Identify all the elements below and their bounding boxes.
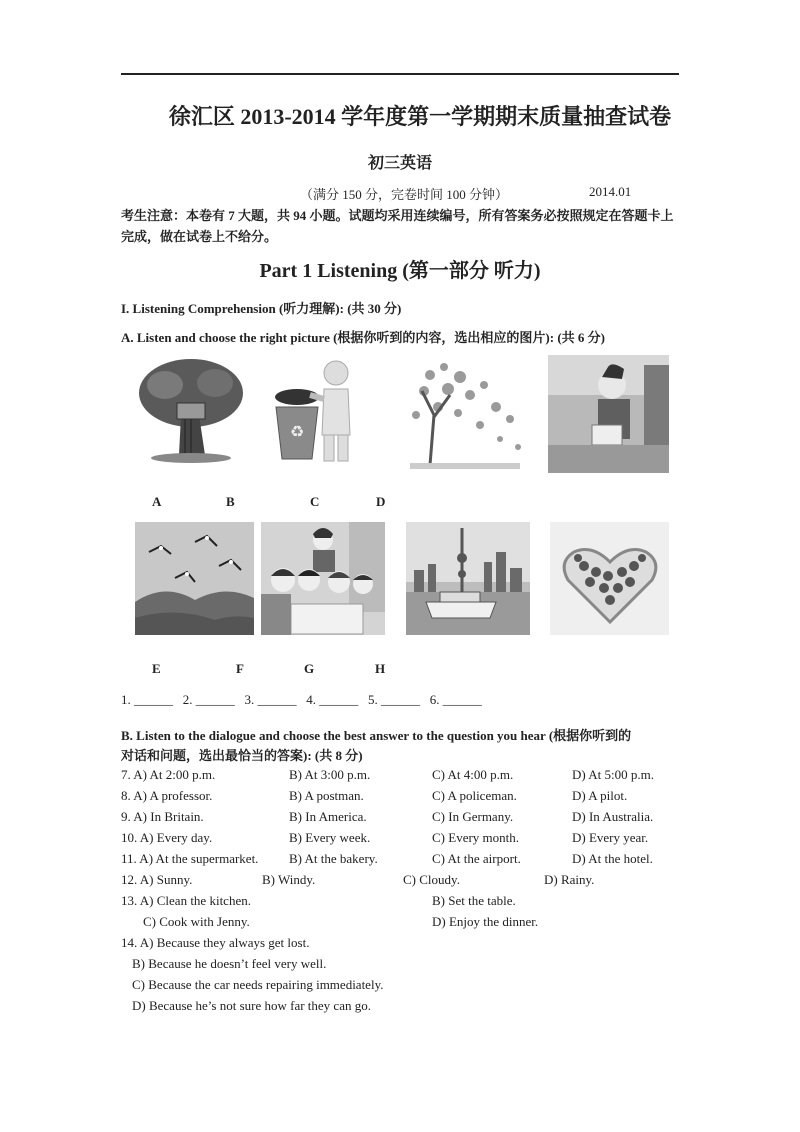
picture-letter-c: C — [310, 494, 320, 509]
recycle-bin-picture — [268, 355, 360, 465]
children-computer-picture — [261, 522, 385, 635]
q12-option-b: B) Windy. — [262, 872, 316, 887]
q12-option-d: D) Rainy. — [544, 872, 595, 887]
part-title: Part 1 Listening (第一部分 听力) — [259, 260, 541, 282]
q14-option-c: C) Because the car needs repairing immediately. — [132, 977, 384, 992]
picture-letter-b: B — [226, 494, 235, 509]
q14-option-b: B) Because he doesn’t feel very well. — [132, 956, 327, 971]
q10-option-b: B) Every week. — [289, 830, 371, 845]
picture-letter-g: G — [304, 661, 315, 676]
picture-letter-h: H — [375, 661, 386, 676]
q8-option-c: C) A policeman. — [432, 788, 517, 803]
full-marks-note: （满分 150 分，完卷时间 100 分钟） — [300, 187, 509, 202]
q13-option-a: 13. A) Clean the kitchen. — [121, 893, 251, 908]
q10-option-d: D) Every year. — [572, 830, 649, 845]
picture-letter-d: D — [376, 494, 386, 509]
q7-option-a: 7. A) At 2:00 p.m. — [121, 767, 216, 782]
q9-option-a: 9. A) In Britain. — [121, 809, 204, 824]
q7-option-d: D) At 5:00 p.m. — [572, 767, 654, 782]
q9-option-d: D) In Australia. — [572, 809, 654, 824]
q13-option-d: D) Enjoy the dinner. — [432, 914, 539, 929]
q7-option-b: B) At 3:00 p.m. — [289, 767, 371, 782]
q12-option-c: C) Cloudy. — [403, 872, 460, 887]
section-a-heading: A. Listen and choose the right picture (根据你听到的内容，选出相应的图片): (共 6 分) — [121, 330, 605, 345]
q9-option-b: B) In America. — [289, 809, 367, 824]
q11-option-b: B) At the bakery. — [289, 851, 378, 866]
picture-letter-a: A — [152, 494, 162, 509]
answer-blanks: 1. ______ 2. ______ 3. ______ 4. ______ 5. ______ 6. ______ — [121, 692, 482, 707]
picture-letter-e: E — [152, 661, 161, 676]
section-b-heading-cont: 对话和问题，选出最恰当的答案): (共 8 分) — [121, 748, 363, 763]
falling-leaves-picture — [400, 355, 528, 473]
q9-option-c: C) In Germany. — [432, 809, 514, 824]
boy-shopping-picture — [548, 355, 669, 473]
q13-option-b: B) Set the table. — [432, 893, 516, 908]
section-b-heading: B. Listen to the dialogue and choose the best answer to the question you hear (根据你听到的 — [121, 728, 632, 743]
q7-option-c: C) At 4:00 p.m. — [432, 767, 514, 782]
q11-option-a: 11. A) At the supermarket. — [121, 851, 259, 866]
svg-text:♻: ♻ — [289, 422, 305, 441]
top-rule — [121, 73, 679, 75]
q14-option-a: 14. A) Because they always get lost. — [121, 935, 310, 950]
exam-subtitle: 初三英语 — [367, 155, 432, 172]
q11-option-d: D) At the hotel. — [572, 851, 653, 866]
heart-cake-picture — [550, 522, 669, 635]
q11-option-c: C) At the airport. — [432, 851, 521, 866]
exam-notice: 考生注意：本卷有 7 大题，共 94 小题。试题均采用连续编号，所有答案务必按照规定在答题卡上完成，做在试卷上不给分。 — [121, 208, 674, 244]
q14-option-d: D) Because he’s not sure how far they can go. — [132, 998, 371, 1013]
q10-option-c: C) Every month. — [432, 830, 520, 845]
q8-option-b: B) A postman. — [289, 788, 364, 803]
q13-option-c: C) Cook with Jenny. — [143, 914, 250, 929]
section-1-heading: I. Listening Comprehension (听力理解): (共 30 分) — [121, 301, 402, 316]
q8-option-d: D) A pilot. — [572, 788, 628, 803]
flying-birds-picture — [135, 522, 254, 635]
q8-option-a: 8. A) A professor. — [121, 788, 213, 803]
tree-house-picture — [135, 355, 247, 465]
city-boat-picture — [406, 522, 530, 635]
q10-option-a: 10. A) Every day. — [121, 830, 213, 845]
picture-letter-f: F — [236, 661, 244, 676]
q12-option-a: 12. A) Sunny. — [121, 872, 193, 887]
exam-title: 徐汇区 2013-2014 学年度第一学期期末质量抽查试卷 — [168, 104, 672, 129]
exam-date: 2014.01 — [589, 184, 632, 199]
